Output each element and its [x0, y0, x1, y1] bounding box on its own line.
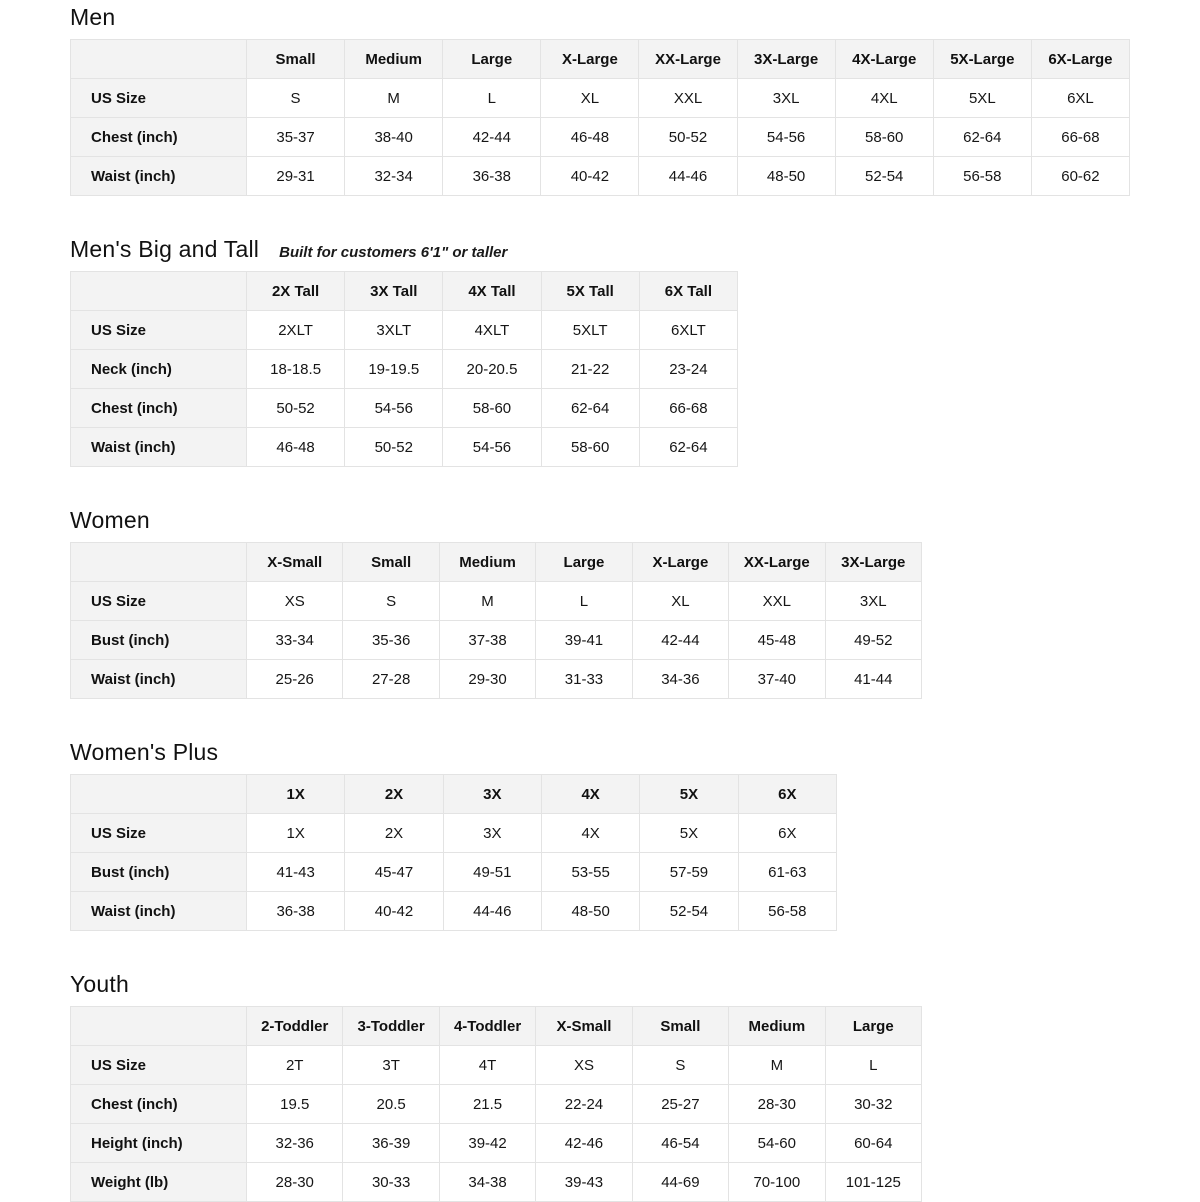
data-cell: 40-42 — [345, 892, 443, 931]
data-cell: 25-27 — [632, 1085, 728, 1124]
column-header-cell: Large — [536, 543, 632, 582]
table-row — [71, 660, 922, 699]
data-cell: 101-125 — [825, 1163, 921, 1202]
data-cell: 46-48 — [541, 118, 639, 157]
section-title-men: Men — [70, 4, 116, 30]
column-header-cell: Medium — [345, 40, 443, 79]
data-cell: 29-30 — [439, 660, 535, 699]
column-header-cell: X-Large — [541, 40, 639, 79]
data-cell: 36-39 — [343, 1124, 439, 1163]
size-table-youth — [70, 1006, 922, 1202]
data-cell: L — [536, 582, 632, 621]
data-cell: 3XL — [825, 582, 921, 621]
column-header-cell: 5X Tall — [541, 272, 639, 311]
data-cell: 18-18.5 — [247, 350, 345, 389]
data-cell: 30-33 — [343, 1163, 439, 1202]
data-cell: 60-64 — [825, 1124, 921, 1163]
data-cell: 61-63 — [738, 853, 836, 892]
column-header-cell: Medium — [729, 1007, 825, 1046]
column-header-cell: X-Large — [632, 543, 728, 582]
data-cell: 3XLT — [345, 311, 443, 350]
data-cell: 21.5 — [439, 1085, 535, 1124]
data-cell: 5XL — [933, 79, 1031, 118]
data-cell: 4XLT — [443, 311, 541, 350]
data-cell: 42-44 — [443, 118, 541, 157]
section-mens-big-and-tall — [70, 236, 1200, 467]
section-subtitle-mens-big-and-tall: Built for customers 6'1" or taller — [279, 244, 508, 261]
data-cell: 6XLT — [639, 311, 737, 350]
column-header-cell: Large — [443, 40, 541, 79]
data-cell: 37-38 — [439, 621, 535, 660]
data-cell: 62-64 — [541, 389, 639, 428]
data-cell: 44-69 — [632, 1163, 728, 1202]
row-label-cell: Bust (inch) — [71, 853, 247, 892]
data-cell: 41-43 — [247, 853, 345, 892]
table-row — [71, 814, 837, 853]
data-cell: 25-26 — [247, 660, 343, 699]
column-header-row — [71, 1007, 922, 1046]
data-cell: 46-48 — [247, 428, 345, 467]
data-cell: 2XLT — [247, 311, 345, 350]
data-cell: 20.5 — [343, 1085, 439, 1124]
column-header-cell: 4-Toddler — [439, 1007, 535, 1046]
data-cell: 39-41 — [536, 621, 632, 660]
data-cell: 20-20.5 — [443, 350, 541, 389]
column-header-cell: XX-Large — [729, 543, 825, 582]
row-label-cell: Height (inch) — [71, 1124, 247, 1163]
data-cell: 36-38 — [443, 157, 541, 196]
row-label-cell: US Size — [71, 311, 247, 350]
data-cell: 49-52 — [825, 621, 921, 660]
data-cell: 41-44 — [825, 660, 921, 699]
data-cell: 39-42 — [439, 1124, 535, 1163]
data-cell: 38-40 — [345, 118, 443, 157]
column-header-cell: XX-Large — [639, 40, 737, 79]
data-cell: 42-44 — [632, 621, 728, 660]
data-cell: 52-54 — [835, 157, 933, 196]
row-label-cell: Waist (inch) — [71, 157, 247, 196]
data-cell: 50-52 — [639, 118, 737, 157]
column-header-row — [71, 272, 738, 311]
data-cell: 56-58 — [738, 892, 836, 931]
column-header-row — [71, 775, 837, 814]
data-cell: 54-56 — [443, 428, 541, 467]
data-cell: 19.5 — [247, 1085, 343, 1124]
column-header-cell: 3X — [443, 775, 541, 814]
data-cell: 60-62 — [1031, 157, 1129, 196]
table-row — [71, 621, 922, 660]
data-cell: 22-24 — [536, 1085, 632, 1124]
data-cell: 23-24 — [639, 350, 737, 389]
data-cell: 4XL — [835, 79, 933, 118]
data-cell: 45-47 — [345, 853, 443, 892]
data-cell: 44-46 — [639, 157, 737, 196]
data-cell: 3X — [443, 814, 541, 853]
section-men — [70, 4, 1200, 196]
column-header-cell: Large — [825, 1007, 921, 1046]
data-cell: 4X — [541, 814, 639, 853]
data-cell: 50-52 — [247, 389, 345, 428]
data-cell: 54-60 — [729, 1124, 825, 1163]
data-cell: L — [825, 1046, 921, 1085]
section-header-mens-big-and-tall — [70, 236, 1200, 263]
data-cell: 28-30 — [729, 1085, 825, 1124]
data-cell: 30-32 — [825, 1085, 921, 1124]
column-header-cell: 3X-Large — [825, 543, 921, 582]
column-header-cell: Small — [247, 40, 345, 79]
column-header-cell: Small — [632, 1007, 728, 1046]
column-header-cell: 2X Tall — [247, 272, 345, 311]
data-cell: 6XL — [1031, 79, 1129, 118]
row-label-cell: Waist (inch) — [71, 892, 247, 931]
section-title-womens-plus: Women's Plus — [70, 739, 219, 765]
data-cell: 4T — [439, 1046, 535, 1085]
data-cell: 39-43 — [536, 1163, 632, 1202]
table-row — [71, 892, 837, 931]
data-cell: 1X — [247, 814, 345, 853]
data-cell: L — [443, 79, 541, 118]
column-header-cell: 4X Tall — [443, 272, 541, 311]
data-cell: 2X — [345, 814, 443, 853]
row-label-cell: Chest (inch) — [71, 1085, 247, 1124]
data-cell: 34-38 — [439, 1163, 535, 1202]
data-cell: 5X — [640, 814, 738, 853]
table-row — [71, 1124, 922, 1163]
corner-cell — [71, 543, 247, 582]
row-label-cell: Weight (lb) — [71, 1163, 247, 1202]
data-cell: XS — [536, 1046, 632, 1085]
column-header-cell: Small — [343, 543, 439, 582]
table-row — [71, 118, 1130, 157]
data-cell: 58-60 — [443, 389, 541, 428]
section-header-men — [70, 4, 1200, 31]
section-youth — [70, 971, 1200, 1202]
row-label-cell: US Size — [71, 582, 247, 621]
column-header-cell: X-Small — [536, 1007, 632, 1046]
table-row — [71, 1163, 922, 1202]
data-cell: 62-64 — [933, 118, 1031, 157]
data-cell: 3XL — [737, 79, 835, 118]
data-cell: 29-31 — [247, 157, 345, 196]
data-cell: M — [729, 1046, 825, 1085]
data-cell: 6X — [738, 814, 836, 853]
row-label-cell: Neck (inch) — [71, 350, 247, 389]
row-label-cell: Waist (inch) — [71, 428, 247, 467]
data-cell: 66-68 — [639, 389, 737, 428]
corner-cell — [71, 40, 247, 79]
data-cell: 46-54 — [632, 1124, 728, 1163]
data-cell: 27-28 — [343, 660, 439, 699]
data-cell: 5XLT — [541, 311, 639, 350]
data-cell: 48-50 — [541, 892, 639, 931]
data-cell: 36-38 — [247, 892, 345, 931]
data-cell: 57-59 — [640, 853, 738, 892]
data-cell: S — [632, 1046, 728, 1085]
data-cell: 70-100 — [729, 1163, 825, 1202]
row-label-cell: Waist (inch) — [71, 660, 247, 699]
size-table-womens-plus — [70, 774, 837, 931]
data-cell: XXL — [639, 79, 737, 118]
data-cell: 54-56 — [345, 389, 443, 428]
data-cell: 58-60 — [541, 428, 639, 467]
data-cell: M — [439, 582, 535, 621]
column-header-cell: 6X — [738, 775, 836, 814]
data-cell: 44-46 — [443, 892, 541, 931]
data-cell: 35-36 — [343, 621, 439, 660]
corner-cell — [71, 272, 247, 311]
section-header-womens-plus — [70, 739, 1200, 766]
section-header-women — [70, 507, 1200, 534]
data-cell: 40-42 — [541, 157, 639, 196]
size-table-women — [70, 542, 922, 699]
data-cell: 21-22 — [541, 350, 639, 389]
data-cell: 28-30 — [247, 1163, 343, 1202]
row-label-cell: US Size — [71, 79, 247, 118]
table-row — [71, 311, 738, 350]
data-cell: 35-37 — [247, 118, 345, 157]
row-label-cell: Chest (inch) — [71, 389, 247, 428]
data-cell: 32-36 — [247, 1124, 343, 1163]
data-cell: 50-52 — [345, 428, 443, 467]
data-cell: 33-34 — [247, 621, 343, 660]
table-row — [71, 428, 738, 467]
size-table-men — [70, 39, 1130, 196]
section-title-youth: Youth — [70, 971, 129, 997]
data-cell: 48-50 — [737, 157, 835, 196]
column-header-cell: 1X — [247, 775, 345, 814]
column-header-cell: 6X Tall — [639, 272, 737, 311]
data-cell: 66-68 — [1031, 118, 1129, 157]
table-row — [71, 1046, 922, 1085]
data-cell: S — [247, 79, 345, 118]
column-header-cell: Medium — [439, 543, 535, 582]
section-title-mens-big-and-tall: Men's Big and Tall — [70, 236, 260, 262]
table-row — [71, 1085, 922, 1124]
corner-cell — [71, 775, 247, 814]
data-cell: 45-48 — [729, 621, 825, 660]
data-cell: 32-34 — [345, 157, 443, 196]
column-header-row — [71, 543, 922, 582]
column-header-row — [71, 40, 1130, 79]
table-row — [71, 389, 738, 428]
data-cell: 56-58 — [933, 157, 1031, 196]
data-cell: XL — [541, 79, 639, 118]
section-title-women: Women — [70, 507, 150, 533]
column-header-cell: 2-Toddler — [247, 1007, 343, 1046]
column-header-cell: 3-Toddler — [343, 1007, 439, 1046]
data-cell: 42-46 — [536, 1124, 632, 1163]
data-cell: 58-60 — [835, 118, 933, 157]
data-cell: 3T — [343, 1046, 439, 1085]
data-cell: 62-64 — [639, 428, 737, 467]
table-row — [71, 157, 1130, 196]
column-header-cell: X-Small — [247, 543, 343, 582]
row-label-cell: US Size — [71, 1046, 247, 1085]
section-women — [70, 507, 1200, 699]
corner-cell — [71, 1007, 247, 1046]
size-table-mens-big-and-tall — [70, 271, 738, 467]
column-header-cell: 5X-Large — [933, 40, 1031, 79]
row-label-cell: US Size — [71, 814, 247, 853]
data-cell: 19-19.5 — [345, 350, 443, 389]
row-label-cell: Bust (inch) — [71, 621, 247, 660]
data-cell: 53-55 — [541, 853, 639, 892]
data-cell: S — [343, 582, 439, 621]
column-header-cell: 3X Tall — [345, 272, 443, 311]
row-label-cell: Chest (inch) — [71, 118, 247, 157]
data-cell: 2T — [247, 1046, 343, 1085]
column-header-cell: 6X-Large — [1031, 40, 1129, 79]
column-header-cell: 4X — [541, 775, 639, 814]
data-cell: 49-51 — [443, 853, 541, 892]
section-header-youth — [70, 971, 1200, 998]
section-womens-plus — [70, 739, 1200, 931]
data-cell: XS — [247, 582, 343, 621]
table-row — [71, 79, 1130, 118]
data-cell: XXL — [729, 582, 825, 621]
data-cell: 31-33 — [536, 660, 632, 699]
table-row — [71, 350, 738, 389]
column-header-cell: 4X-Large — [835, 40, 933, 79]
column-header-cell: 2X — [345, 775, 443, 814]
data-cell: 54-56 — [737, 118, 835, 157]
data-cell: 34-36 — [632, 660, 728, 699]
column-header-cell: 5X — [640, 775, 738, 814]
data-cell: 37-40 — [729, 660, 825, 699]
table-row — [71, 853, 837, 892]
data-cell: 52-54 — [640, 892, 738, 931]
column-header-cell: 3X-Large — [737, 40, 835, 79]
data-cell: XL — [632, 582, 728, 621]
table-row — [71, 582, 922, 621]
data-cell: M — [345, 79, 443, 118]
